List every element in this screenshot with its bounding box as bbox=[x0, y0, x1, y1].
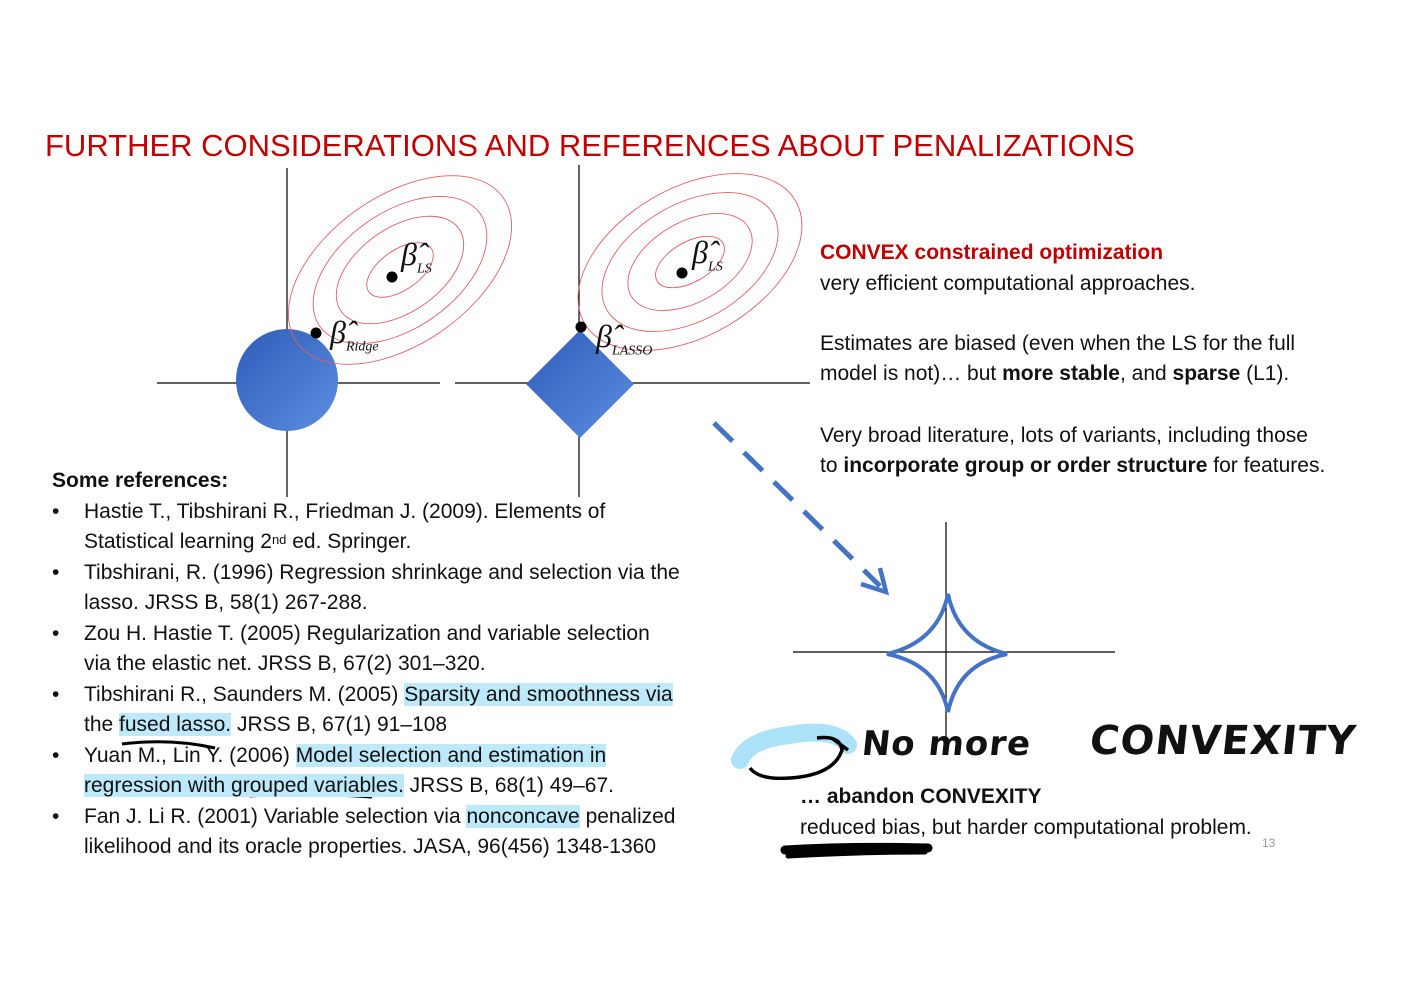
abandon-line: reduced bias, but harder computational problem. bbox=[800, 816, 1252, 839]
beta-ridge-label: $\betâ_{Ridge}$ bbox=[330, 314, 379, 355]
highlight: fused lasso. bbox=[119, 713, 232, 736]
reference-item: • Tibshirani, R. (1996) Regression shrinkage and selection via the lasso. JRSS B, 58(1) 267-288. bbox=[52, 560, 680, 614]
convex-line1: very efficient computational approaches. bbox=[820, 272, 1196, 295]
beta-ls-point-1 bbox=[387, 272, 398, 283]
page-number: 13 bbox=[1262, 836, 1276, 850]
beta-lasso-label: $\betâ_{LASSO}$ bbox=[596, 318, 653, 359]
highlight: Sparsity and smoothness via bbox=[404, 682, 673, 706]
references-block bbox=[52, 466, 680, 863]
reference-item: • Tibshirani R., Saunders M. (2005) Sparsity and smoothness via the fused lasso. JRSS B, 67(1) 91–108 bbox=[52, 682, 673, 736]
beta-ridge-point bbox=[311, 328, 322, 339]
reference-item: • Fan J. Li R. (2001) Variable selection via nonconcave penalized likelihood and its oracle properties. JASA, 96(456) 1348-1360 bbox=[52, 804, 676, 858]
beta-lasso-point bbox=[576, 322, 587, 333]
highlight: regression with grouped variables. bbox=[84, 774, 404, 797]
reference-item: • Yuan M., Lin Y. (2006) Model selection and estimation in regression with grouped variables. JRSS B, 68(1) 49–67. bbox=[52, 743, 614, 797]
beta-ls-label-1: $\betâ_{LS}$ bbox=[401, 236, 432, 277]
highlight: nonconcave bbox=[466, 804, 580, 828]
reference-item: • Zou H. Hastie T. (2005) Regularization and variable selection via the elastic net. JRSS B, 67(2) 301–320. bbox=[52, 621, 650, 675]
highlight: Model selection and estimation in bbox=[295, 743, 607, 767]
biased-line2: model is not)… but more stable, and sparse (L1). bbox=[820, 362, 1290, 385]
reference-item: • Hastie T., Tibshirani R., Friedman J. (2009). Elements of Statistical learning 2nd ed. Springer. bbox=[52, 499, 606, 553]
handwritten-convexity: CONVEXITY bbox=[1087, 718, 1359, 764]
astroid-constraint bbox=[887, 594, 1007, 712]
nonconvex-plot bbox=[793, 522, 1115, 742]
beta-ls-point-2 bbox=[677, 268, 688, 279]
ridge-constraint-disk bbox=[236, 329, 338, 431]
references-heading: Some references: bbox=[52, 469, 229, 492]
convex-heading: CONVEX constrained optimization bbox=[820, 241, 1164, 264]
literature-line1: Very broad literature, lots of variants, including those bbox=[820, 424, 1308, 447]
slide-title: FURTHER CONSIDERATIONS AND REFERENCES ABOUT PENALIZATIONS bbox=[45, 128, 1135, 163]
biased-line1: Estimates are biased (even when the LS for the full bbox=[820, 332, 1296, 355]
beta-ls-label-2: $\betâ_{LS}$ bbox=[692, 234, 723, 275]
lasso-plot bbox=[455, 137, 833, 497]
literature-line2: to incorporate group or order structure for features. bbox=[820, 454, 1326, 477]
abandon-heading: … abandon CONVEXITY bbox=[800, 785, 1042, 808]
handwritten-no-more: No more bbox=[859, 724, 1034, 764]
